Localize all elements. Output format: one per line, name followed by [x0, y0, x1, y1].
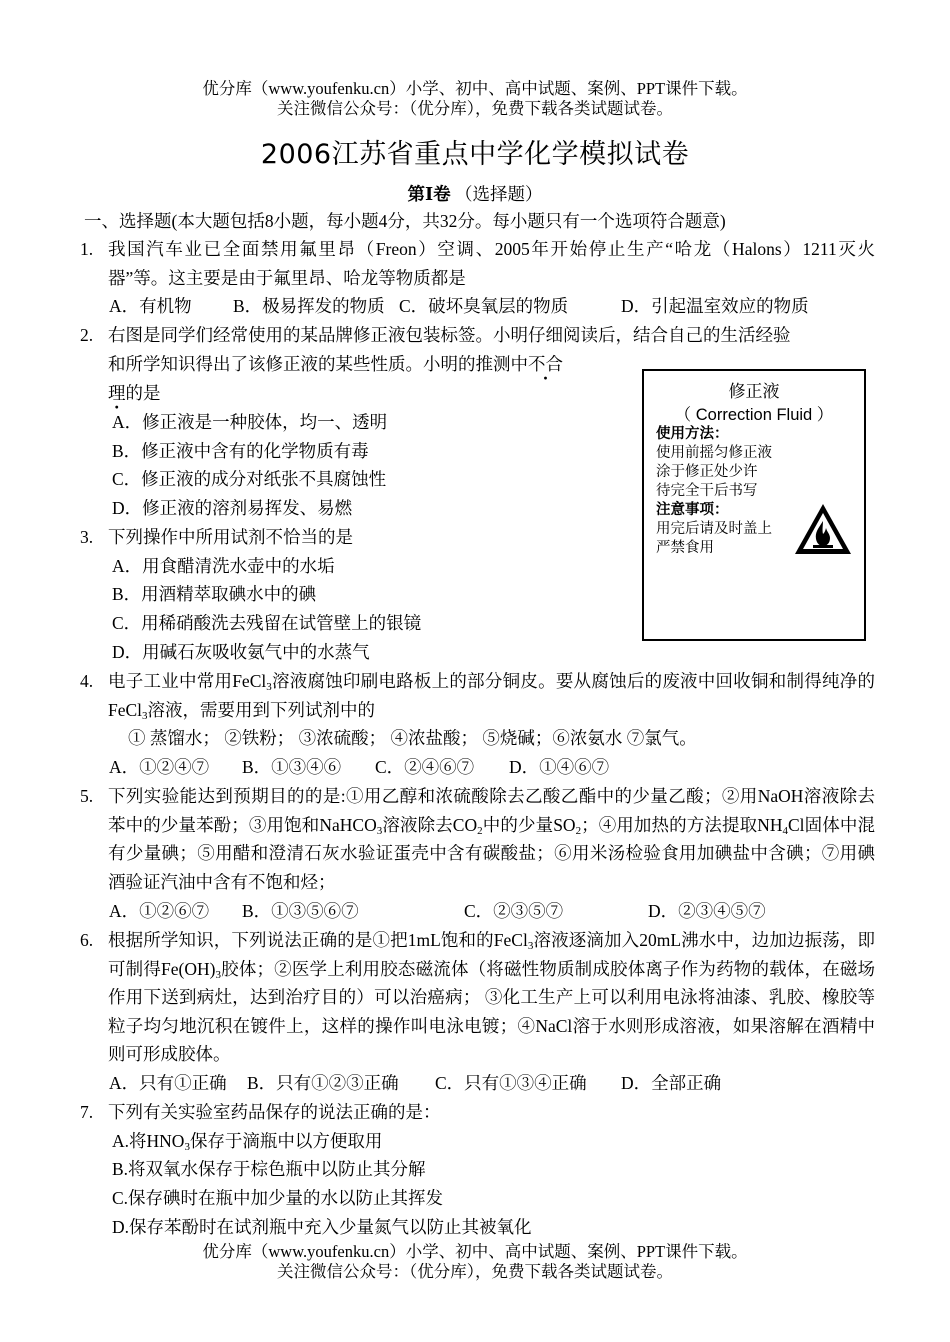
question-2: [80, 321, 875, 350]
question-text: 电子工业中常用FeCl$_3$溶液腐蚀印刷电路板上的部分铜皮。要从腐蚀后的废液中回收铜和制得纯净的FeCl$_3$溶液，需要用到下列试剂中的: [108, 671, 875, 722]
option-d: D．①④⑥⑦: [509, 757, 610, 777]
q7-option-d: D.保存苯酚时在试剂瓶中充入少量氮气以防止其被氧化: [112, 1217, 532, 1237]
q2-option-a: A．修正液是一种胶体，均一、透明: [112, 412, 388, 432]
question-number: 3.: [80, 527, 94, 547]
q2-option-c: C．修正液的成分对纸张不具腐蚀性: [112, 469, 387, 489]
volume-type: （选择题）: [455, 184, 543, 204]
question-number: 7.: [80, 1102, 94, 1122]
question-7: [80, 1098, 875, 1127]
option-c: C．②④⑥⑦: [375, 757, 475, 777]
usage-line: 使用前摇匀修正液: [656, 445, 772, 461]
page-header: [0, 79, 950, 119]
usage-line: 涂于修正处少许: [656, 464, 758, 480]
q2-option-d: D．修正液的溶剂易挥发、易燃: [112, 498, 353, 518]
footer-line-1: 优分库（www.youfenku.cn）小学、初中、高中试题、案例、PPT课件下载。: [202, 1242, 748, 1261]
question-text: 和所学知识得出了该修正液的某些性质。小明的推测中: [108, 354, 528, 374]
question-5: [80, 782, 875, 896]
option-d: D．引起温室效应的物质: [621, 296, 809, 316]
notice-line: 用完后请及时盖上: [656, 521, 772, 537]
q7-option-a: A.将$HNO_3$保存于滴瓶中以方便取用: [112, 1131, 383, 1153]
label-subtitle: （ Correction Fluid ）: [674, 406, 834, 424]
notice-heading: 注意事项：: [656, 502, 729, 518]
section-heading: 一、选择题(本大题包括8小题，每小题4分，共32分。每小题只有一个选项符合题意): [84, 211, 726, 231]
option-b: B．①③④⑥: [242, 757, 342, 777]
volume-heading: [0, 181, 950, 206]
question-4: [80, 667, 875, 724]
question-number: 2.: [80, 325, 94, 345]
option-a: A．①②④⑦: [109, 757, 210, 777]
header-line-2: 关注微信公众号：（优分库），免费下载各类试题试卷。: [277, 99, 673, 118]
question-1: [80, 235, 875, 292]
option-c: C．只有①③④正确: [435, 1073, 587, 1093]
header-line-1: 优分库（www.youfenku.cn）小学、初中、高中试题、案例、PPT课件下载。: [202, 79, 748, 98]
emphasis-text: 不合: [528, 354, 563, 374]
q5-options: [109, 897, 766, 926]
q6-options: [109, 1069, 721, 1098]
exam-title: 2006江苏省重点中学化学模拟试卷: [260, 139, 690, 170]
correction-fluid-label: [642, 369, 866, 641]
option-c: C．破坏臭氧层的物质: [399, 296, 569, 316]
question-2-line-3: [108, 379, 161, 408]
q7-option-c: C.保存碘时在瓶中加少量的水以防止其挥发: [112, 1188, 444, 1208]
question-text: 下列操作中所用试剂不恰当的是: [108, 527, 353, 547]
option-a: A．有机物: [109, 296, 192, 316]
question-2-line-2: [108, 350, 563, 379]
question-text: 根据所学知识，下列说法正确的是①把1mL饱和的FeCl$_3$溶液逐滴加入20mL沸水中，边加边振荡，即可制得$Fe(OH)_3$胶体；②医学上利用胶态磁流体（将磁性物质制成胶体离子作为药物的载体，在磁场作用下送到病灶，达到治疗目的）可以治癌病； ③化工生产上可以利用电泳将油漆、乳胶、橡胶等粒子均匀地沉积在镀件上，这样的操作叫电泳电镀；④NaCl溶于水则形成溶液，如果溶解在酒精中则可形成胶体。: [108, 930, 875, 1065]
footer-line-2: 关注微信公众号：（优分库），免费下载各类试题试卷。: [277, 1262, 673, 1281]
emphasis-text: 理: [108, 383, 126, 403]
option-d: D．全部正确: [621, 1073, 722, 1093]
q3-option-d: D．用碱石灰吸收氨气中的水蒸气: [112, 642, 370, 662]
q3-option-b: B．用酒精萃取碘水中的碘: [112, 584, 317, 604]
volume-label: 第Ⅰ卷: [407, 184, 451, 204]
q4-options: [109, 753, 609, 782]
option-a: A．只有①正确: [109, 1073, 227, 1093]
option-b: B．只有①②③正确: [247, 1073, 399, 1093]
question-text: 下列有关实验室药品保存的说法正确的是：: [108, 1102, 441, 1122]
q4-reagents: ① 蒸馏水； ②铁粉； ③浓硫酸； ④浓盐酸； ⑤烧碱；⑥浓氨水 ⑦氯气。: [128, 728, 697, 748]
usage-heading: 使用方法：: [656, 426, 729, 442]
label-title: 修正液: [728, 382, 780, 401]
question-text: 的是: [125, 383, 161, 403]
question-text: 下列实验能达到预期目的的是:①用乙醇和浓硫酸除去乙酸乙酯中的少量乙酸；②用NaOH溶液除去苯中的少量苯酚；③用饱和NaHCO$_3$溶液除去$CO_2$中的少量$SO_2$；④用加热的方法提取$NH_4Cl$固体中混有少量碘；⑤用醋和澄清石灰水验证蛋壳中含有碳酸盐；⑥用米汤检验食用加碘盐中含碘；⑦用碘酒验证汽油中含有不饱和烃；: [108, 786, 875, 892]
question-number: 5.: [80, 786, 94, 806]
option-b: B．①③⑤⑥⑦: [242, 901, 359, 921]
notice-line: 严禁食用: [656, 540, 714, 556]
q7-option-b: B.将双氧水保存于棕色瓶中以防止其分解: [112, 1159, 426, 1179]
usage-line: 待完全干后书写: [656, 483, 758, 499]
question-number: 4.: [80, 671, 94, 691]
q1-options: [109, 292, 809, 321]
q3-option-c: C．用稀硝酸洗去残留在试管壁上的银镜: [112, 613, 422, 633]
option-b: B．极易挥发的物质: [233, 296, 385, 316]
question-number: 1.: [80, 239, 94, 259]
page-footer: [0, 1242, 950, 1282]
question-6: [80, 926, 875, 1069]
option-c: C．②③⑤⑦: [464, 901, 564, 921]
question-text-line-1: 右图是同学们经常使用的某品牌修正液包装标签。小明仔细阅读后，结合自己的生活经验: [108, 325, 791, 345]
option-d: D．②③④⑤⑦: [648, 901, 766, 921]
q3-option-a: A．用食醋清洗水壶中的水垢: [112, 556, 335, 576]
option-a: A．①②⑥⑦: [109, 901, 210, 921]
question-number: 6.: [80, 930, 94, 950]
q2-option-b: B．修正液中含有的化学物质有毒: [112, 441, 369, 461]
question-3: [80, 523, 875, 552]
question-text: 我国汽车业已全面禁用氟里昂（Freon）空调、2005年开始停止生产“哈龙（Halons）1211灭火器”等。这主要是由于氟里昂、哈龙等物质都是: [108, 239, 875, 288]
